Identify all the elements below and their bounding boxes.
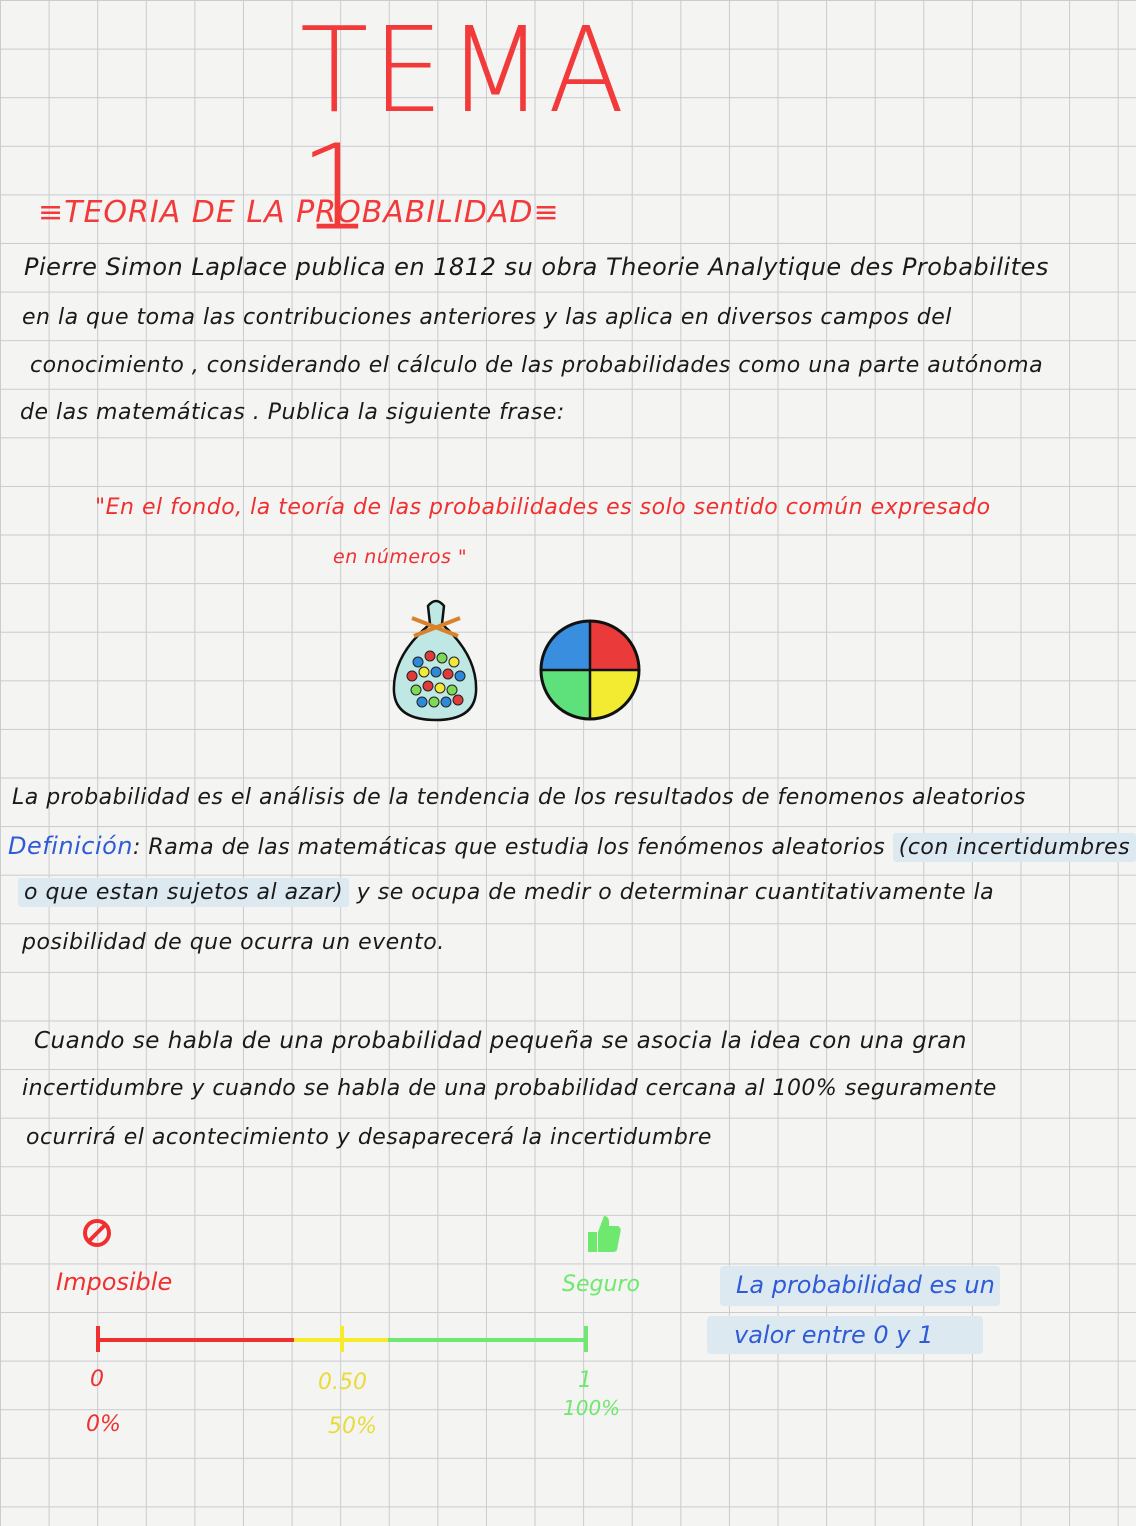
section-title: ≡TEORIA DE LA PROBABILIDAD≡ bbox=[38, 195, 560, 230]
definition-highlight-2: o que estan sujetos al azar) bbox=[18, 878, 349, 907]
scale-zero-percent: 0% bbox=[86, 1412, 121, 1437]
quote-line-2: en números " bbox=[333, 546, 468, 568]
paragraph-line-1: Cuando se habla de una probabilidad pequeña se asocia la idea con una gran bbox=[34, 1028, 967, 1054]
definition-line-3: posibilidad de que ocurra un evento. bbox=[22, 930, 445, 955]
sure-label: Seguro bbox=[562, 1272, 640, 1297]
scale-tick-zero bbox=[96, 1326, 100, 1352]
definition-line-2 bbox=[18, 882, 994, 904]
tendency-line: La probabilidad es el análisis de la tendencia de los resultados de fenomenos aleatorios bbox=[12, 785, 1026, 810]
note-line-1: La probabilidad es un bbox=[736, 1271, 995, 1299]
definition-label: Definición bbox=[8, 832, 133, 860]
definition-highlight-1: (con incertidumbres bbox=[893, 833, 1136, 862]
quote-line-1: "En el fondo, la teoría de las probabilidades es solo sentido común expresado bbox=[95, 495, 991, 520]
definition-line-1 bbox=[8, 834, 1136, 859]
scale-zero-label: 0 bbox=[90, 1367, 104, 1392]
definition-text-2: y se ocupa de medir o determinar cuantitativamente la bbox=[356, 880, 995, 905]
intro-line-4: de las matemáticas . Publica la siguiente frase: bbox=[20, 400, 565, 425]
scale-half-percent: 50% bbox=[328, 1414, 377, 1439]
intro-line-2: en la que toma las contribuciones anteriores y las aplica en diversos campos del bbox=[22, 305, 952, 330]
scale-green-segment bbox=[388, 1338, 588, 1342]
paragraph-line-2: incertidumbre y cuando se habla de una probabilidad cercana al 100% seguramente bbox=[22, 1076, 997, 1101]
scale-tick-half bbox=[340, 1326, 344, 1352]
page-title: TEMA 1 bbox=[300, 2, 629, 258]
bag-of-marbles-icon bbox=[388, 596, 484, 726]
impossible-label: Imposible bbox=[56, 1268, 173, 1296]
scale-tick-one bbox=[584, 1326, 588, 1352]
paragraph-line-3: ocurrirá el acontecimiento y desaparecerá la incertidumbre bbox=[26, 1125, 712, 1150]
thumbs-up-icon bbox=[584, 1212, 624, 1256]
intro-line-1: Pierre Simon Laplace publica en 1812 su obra Theorie Analytique des Probabilites bbox=[24, 253, 1049, 281]
color-wheel-icon bbox=[538, 618, 642, 722]
intro-line-3: conocimiento , considerando el cálculo de las probabilidades como una parte autónoma bbox=[30, 353, 1044, 378]
scale-red-segment bbox=[98, 1338, 294, 1342]
definition-text-1: : Rama de las matemáticas que estudia los fenómenos aleatorios bbox=[133, 835, 886, 860]
note-line-2: valor entre 0 y 1 bbox=[734, 1321, 934, 1349]
scale-half-label: 0.50 bbox=[318, 1370, 367, 1395]
prohibited-icon bbox=[80, 1216, 114, 1250]
scale-one-label: 1 bbox=[578, 1368, 592, 1393]
scale-one-percent: 100% bbox=[563, 1396, 621, 1420]
